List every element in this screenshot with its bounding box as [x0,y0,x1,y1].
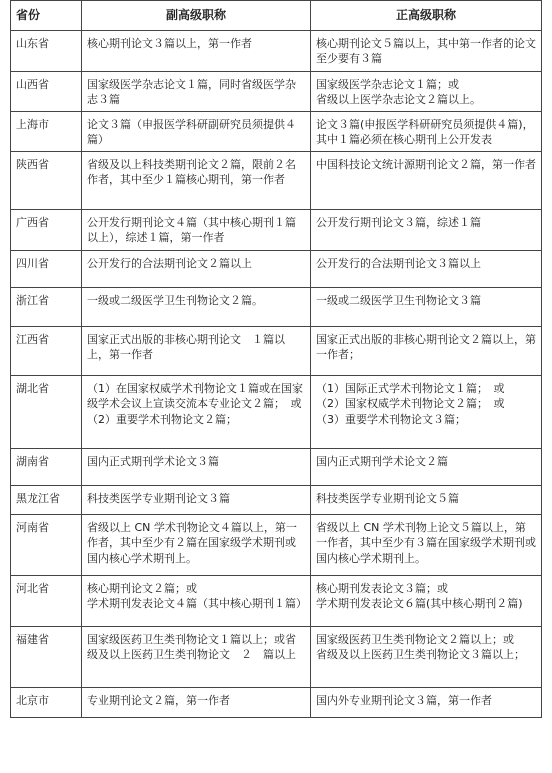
province-cell: 黑龙江省 [11,485,82,514]
senior-requirement-cell [311,575,542,626]
deputy-requirement-cell [82,485,311,514]
deputy-requirement-cell [82,30,311,71]
requirement-line: 国家级医药卫生类刊物论文２篇以上；或 [316,632,514,646]
requirement-line: 国家级医药卫生类刊物论文１篇以上；或省级及以上医药卫生类刊物论文 ２ 篇以上 [87,632,296,661]
requirement-line: 国内外专业期刊论文３篇，第一作者 [316,693,492,707]
senior-requirement-cell [311,71,542,111]
table-row [11,250,542,287]
requirement-line: 国内正式期刊学术论文２篇 [316,454,448,468]
requirement-line: 科技类医学专业期刊论文３篇 [87,491,230,505]
senior-requirement-cell [311,375,542,448]
requirement-line: 一级或二级医学卫生刊物论文２篇。 [87,293,263,307]
deputy-requirement-cell [82,575,311,626]
table-row [11,111,542,151]
requirement-line: 学术期刊发表论文６篇(其中核心期刊２篇) [316,597,523,610]
requirement-line: 公开发行的合法期刊论文３篇以上 [316,256,481,270]
table-row [11,687,542,717]
deputy-requirement-cell [82,448,311,485]
requirements-table [10,0,542,718]
header-deputy-senior-title: 副高级职称 [82,1,311,31]
table-row [11,514,542,575]
requirement-line: 国家级医学杂志论文１篇；或 [316,77,459,91]
deputy-requirement-cell [82,687,311,717]
senior-requirement-cell [311,151,542,209]
province-cell: 湖南省 [11,448,82,485]
province-cell: 浙江省 [11,287,82,326]
senior-requirement-cell [311,626,542,687]
requirement-line: 国家级医学杂志论文１篇，同时省级医学杂志３篇 [87,77,296,106]
deputy-requirement-cell [82,326,311,375]
deputy-requirement-cell [82,250,311,287]
deputy-requirement-cell [82,375,311,448]
province-cell: 四川省 [11,250,82,287]
requirement-line: 国内正式期刊学术论文３篇 [87,454,219,468]
table-row [11,375,542,448]
requirement-line: 省级及以上医药卫生类刊物论文３篇以上； [316,648,525,661]
table-row [11,575,542,626]
deputy-requirement-cell [82,151,311,209]
requirement-line: （3）重要学术刊物论文３篇； [316,412,466,426]
province-cell: 山西省 [11,71,82,111]
requirement-line: 省级及以上科技类期刊论文２篇，限前２名作者，其中至少１篇核心期刊，第一作者 [87,157,296,186]
deputy-requirement-cell [82,71,311,111]
senior-requirement-cell [311,514,542,575]
table-header-row [11,1,542,31]
deputy-requirement-cell [82,514,311,575]
requirement-line: 核心期刊论文５篇以上，其中第一作者的论文至少要有３篇 [316,36,536,65]
province-cell: 河南省 [11,514,82,575]
province-cell: 江西省 [11,326,82,375]
header-province: 省份 [11,1,82,31]
requirement-line: 核心期刊论文３篇以上，第一作者 [87,36,252,50]
senior-requirement-cell [311,485,542,514]
requirement-line: 国家正式出版的非核心期刊论文 １篇以上，第一作者 [87,332,285,361]
requirement-line: （2）国家权威学术刊物论文２篇； 或 [316,397,505,410]
senior-requirement-cell [311,448,542,485]
table-row [11,485,542,514]
province-cell: 上海市 [11,111,82,151]
table-row [11,448,542,485]
senior-requirement-cell [311,326,542,375]
requirement-line: 论文３篇(申报医学科研研究员须提供４篇)，其中１篇必须在核心期刊上公开发表 [316,117,534,146]
requirement-line: （2）重要学术刊物论文２篇； [87,412,237,426]
requirement-line: 学术期刊发表论文４篇（其中核心期刊１篇） [87,597,307,610]
table-row [11,151,542,209]
deputy-requirement-cell [82,287,311,326]
requirement-line: 省级以上医学杂志论文２篇以上。 [316,93,481,106]
requirement-line: 公开发行期刊论文４篇（其中核心期刊１篇以上），综述１篇，第一作者 [87,215,296,244]
province-cell: 湖北省 [11,375,82,448]
senior-requirement-cell [311,209,542,250]
requirement-line: 国家正式出版的非核心期刊论文２篇以上，第一作者； [316,332,536,361]
table-row [11,71,542,111]
requirement-line: （1）在国家权威学术刊物论文１篇或在国家级学术会议上宣读交流本专业论文２篇； 或 [87,381,303,410]
requirement-line: 公开发行的合法期刊论文２篇以上 [87,256,252,270]
requirement-line: 公开发行期刊论文３篇，综述１篇 [316,215,481,229]
requirement-line: （1）国际正式学术刊物论文１篇； 或 [316,381,505,395]
requirement-line: 专业期刊论文２篇，第一作者 [87,693,230,707]
senior-requirement-cell [311,111,542,151]
requirement-line: 核心期刊论文２篇；或 [87,581,197,595]
senior-requirement-cell [311,250,542,287]
senior-requirement-cell [311,287,542,326]
deputy-requirement-cell [82,111,311,151]
province-cell: 山东省 [11,30,82,71]
table-row [11,326,542,375]
requirement-line: 一级或二级医学卫生刊物论文３篇 [316,293,481,307]
requirement-line: 省级以上 CN 学术刊物论文４篇以上，第一作者，其中至少有２篇在国家级学术期刊或国内核心学术期刊上。 [87,520,297,565]
province-cell: 河北省 [11,575,82,626]
province-cell: 福建省 [11,626,82,687]
province-cell: 广西省 [11,209,82,250]
table-row [11,287,542,326]
requirement-line: 论文３篇（申报医学科研副研究员须提供４篇） [87,117,296,146]
province-cell: 北京市 [11,687,82,717]
requirement-line: 省级以上 CN 学术刊物上论文５篇以上，第一作者，其中至少有３篇在国家级学术期刊或国内核心学术期刊上。 [316,520,536,565]
table-body [11,30,542,717]
senior-requirement-cell [311,687,542,717]
requirement-line: 中国科技论文统计源期刊论文２篇，第一作者 [316,157,536,171]
table-row [11,209,542,250]
requirement-line: 核心期刊发表论文３篇；或 [316,581,448,595]
deputy-requirement-cell [82,209,311,250]
table-row [11,626,542,687]
requirement-line: 科技类医学专业期刊论文５篇 [316,491,459,505]
deputy-requirement-cell [82,626,311,687]
senior-requirement-cell [311,30,542,71]
province-cell: 陕西省 [11,151,82,209]
header-senior-title: 正高级职称 [311,1,542,31]
table-row [11,30,542,71]
